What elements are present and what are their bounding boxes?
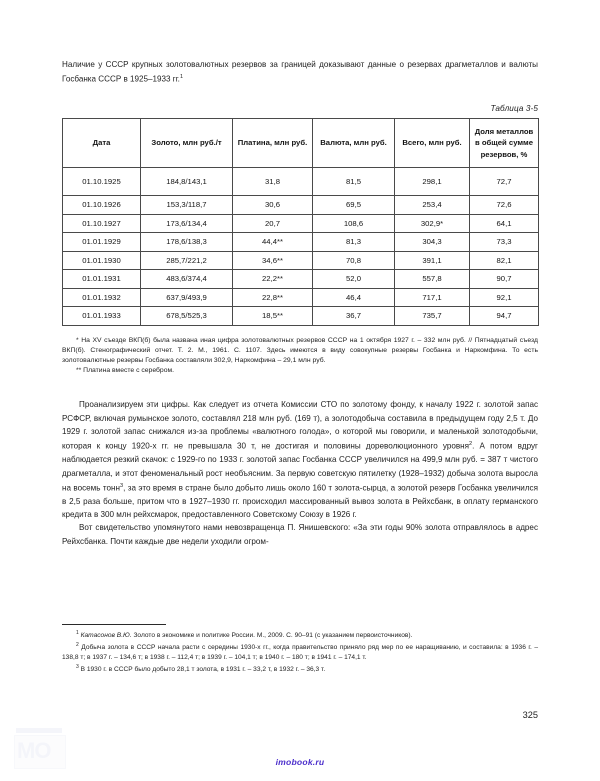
table-note-double-asterisk: ** Платина вместе с серебром.: [76, 367, 175, 375]
cell-currency: 108,6: [313, 214, 395, 233]
cell-date: 01.01.1930: [63, 251, 141, 270]
cell-currency: 81,3: [313, 233, 395, 252]
cell-share: 94,7: [470, 307, 539, 326]
footnote-3-text: В 1930 г. в СССР было добыто 28,1 т золота, в 1931 г. – 33,2 т, в 1932 г. – 36,3 т.: [78, 666, 326, 674]
col-header-share: Доля металлов в общей сумме резервов, %: [470, 119, 539, 168]
footnote-section: [62, 624, 538, 675]
cell-platinum: 18,5**: [233, 307, 313, 326]
cell-date: 01.01.1931: [63, 270, 141, 289]
cell-platinum: 22,8**: [233, 288, 313, 307]
cell-total: 735,7: [395, 307, 470, 326]
cell-share: 64,1: [470, 214, 539, 233]
cell-gold: 637,9/493,9: [141, 288, 233, 307]
body-p1-footnote-marker-2: 2: [469, 441, 473, 448]
col-header-date: Дата: [63, 119, 141, 168]
cell-date: 01.10.1927: [63, 214, 141, 233]
page-content: [62, 58, 538, 548]
footnote-3-marker: 3: [76, 664, 79, 671]
body-paragraph-2: [62, 521, 538, 548]
table-row: [63, 196, 539, 215]
cell-share: 92,1: [470, 288, 539, 307]
cell-share: 82,1: [470, 251, 539, 270]
cell-platinum: 20,7: [233, 214, 313, 233]
cell-gold: 184,8/143,1: [141, 168, 233, 196]
cell-date: 01.01.1929: [63, 233, 141, 252]
cell-currency: 81,5: [313, 168, 395, 196]
cell-gold: 178,6/138,3: [141, 233, 233, 252]
cell-total: 302,9*: [395, 214, 470, 233]
cell-currency: 52,0: [313, 270, 395, 289]
footnote-2-text: Добыча золота в СССР начала расти с середины 1930-х гг., когда правительство приняло ряд мер по ее наращиванию, и составила: в 1936 г. – 138,8 т; в 1937 г. – 134,6 т; в 1938 г. – 112,4 т; в 1939 г. – 104,1 т; в 1940 г. – 180 т; в 1941 г. – 174,1 т.: [62, 644, 538, 662]
col-header-platinum: Платина, млн руб.: [233, 119, 313, 168]
cell-total: 253,4: [395, 196, 470, 215]
cell-date: 01.10.1926: [63, 196, 141, 215]
col-header-total: Всего, млн руб.: [395, 119, 470, 168]
cell-platinum: 30,6: [233, 196, 313, 215]
cell-gold: 678,5/525,3: [141, 307, 233, 326]
cell-total: 391,1: [395, 251, 470, 270]
footnote-1-author: Катасонов В.Ю.: [80, 632, 132, 640]
cell-currency: 70,8: [313, 251, 395, 270]
cell-share: 90,7: [470, 270, 539, 289]
table-caption: Таблица 3-5: [490, 104, 538, 114]
body-p1-part2: . А потом вдруг наблюдается резкий скачок: с 1929-го по 1933 г. золотой запас Госбанка СССР увеличился на 499,9 млн руб. = 387 т чистого драгметалла, и этот феноменальный рост необъясним. За первую советскую пятилетку (1928–1932) добыча золота выросла на восемь тонн: [62, 441, 538, 493]
page-number: 325: [522, 710, 538, 720]
cell-currency: 36,7: [313, 307, 395, 326]
watermark-logo-icon: [14, 728, 66, 774]
body-text: [62, 398, 538, 548]
reserves-table: [62, 118, 539, 326]
cell-share: 72,7: [470, 168, 539, 196]
footnote-3: [62, 663, 538, 675]
body-p1-footnote-marker-3: 3: [119, 482, 124, 489]
cell-platinum: 31,8: [233, 168, 313, 196]
footnote-1-marker: 1: [76, 630, 79, 636]
cell-date: 01.01.1932: [63, 288, 141, 307]
table-row: [63, 270, 539, 289]
cell-total: 304,3: [395, 233, 470, 252]
intro-footnote-marker: 1: [179, 74, 184, 81]
cell-gold: 153,3/118,7: [141, 196, 233, 215]
table-row: [63, 168, 539, 196]
table-row: [63, 251, 539, 270]
cell-total: 717,1: [395, 288, 470, 307]
body-p1-part1: Проанализируем эти цифры. Как следует из отчета Комиссии СТО по золотому фонду, к началу 1922 г. золотой запас РСФСР, включая румынское золото, составлял 218 млн руб. (169 т), а золотодобыча составила в предыдущем году 2,5 т. До 1929 г. золотой запас снижался из-за проблемы «валютного голода», о которой мы говорили, и маленькой золотодобычи, которая к концу 1920-х гг. не превышала 30 т, не достигая и половины дореволюционного уровня: [62, 400, 538, 451]
footnote-2: [62, 641, 538, 663]
cell-gold: 483,6/374,4: [141, 270, 233, 289]
body-p2-text: Вот свидетельство упомянутого нами невозвращенца П. Янишевского: «За эти годы 90% золота отправлялось в адрес Рейхсбанка. Почти каждые две недели уходили огром-: [62, 523, 538, 546]
body-p1-part3: , за это время в стране было добыто лишь около 160 т золота-сырца, а золотой резерв Госбанка увеличился в 2,5 раза больше, притом что в 1927–1930 гг. происходил массированный вывоз золота в Рейхсбанк, в оплату германского кредита в 300 млн рейхсмарок, предоставленного Советскому Союзу в 1926 г.: [62, 483, 538, 520]
table-row: [63, 233, 539, 252]
footnote-1: [62, 629, 538, 641]
table-notes: [62, 336, 538, 377]
intro-paragraph: [62, 58, 538, 86]
cell-gold: 173,6/134,4: [141, 214, 233, 233]
body-paragraph-1: [62, 398, 538, 521]
watermark-logo-bar: [16, 728, 62, 733]
cell-currency: 69,5: [313, 196, 395, 215]
cell-date: 01.01.1933: [63, 307, 141, 326]
footnote-1-text: Золото в экономике и политике России. М., 2009. С. 90–91 (с указанием первоисточников).: [131, 632, 413, 640]
cell-total: 557,8: [395, 270, 470, 289]
cell-platinum: 34,6**: [233, 251, 313, 270]
table-row: [63, 307, 539, 326]
cell-currency: 46,4: [313, 288, 395, 307]
footnote-2-marker: 2: [76, 642, 79, 649]
table-row: [63, 214, 539, 233]
table-header-row: [63, 119, 539, 168]
footnote-separator-rule: [62, 624, 166, 625]
cell-share: 73,3: [470, 233, 539, 252]
cell-gold: 285,7/221,2: [141, 251, 233, 270]
intro-text: Наличие у СССР крупных золотовалютных резервов за границей доказывают данные о резервах драгметаллов и валюты Госбанка СССР в 1925–1933 гг.: [62, 60, 538, 84]
cell-platinum: 44,4**: [233, 233, 313, 252]
table-note-asterisk: * На XV съезде ВКП(б) была названа иная цифра золотовалютных резервов СССР на 1 октября 1927 г. – 332 млн руб. // Пятнадцатый съезд ВКП(б). Стенографический отчет. Т. 2. М., 1961. С. 1107. Здесь имеются в виду совокупные резервы Госбанка и Наркомфина. То есть золотовалютные резервы Госбанка составляли 302,9, Наркомфина – 29,1 млн руб.: [62, 336, 538, 364]
watermark-logo-text: MO: [17, 738, 51, 763]
col-header-gold: Золото, млн руб./т: [141, 119, 233, 168]
cell-total: 298,1: [395, 168, 470, 196]
cell-share: 72,6: [470, 196, 539, 215]
cell-date: 01.10.1925: [63, 168, 141, 196]
table-row: [63, 288, 539, 307]
col-header-currency: Валюта, млн руб.: [313, 119, 395, 168]
cell-platinum: 22,2**: [233, 270, 313, 289]
site-brand: imobook.ru: [275, 757, 325, 767]
